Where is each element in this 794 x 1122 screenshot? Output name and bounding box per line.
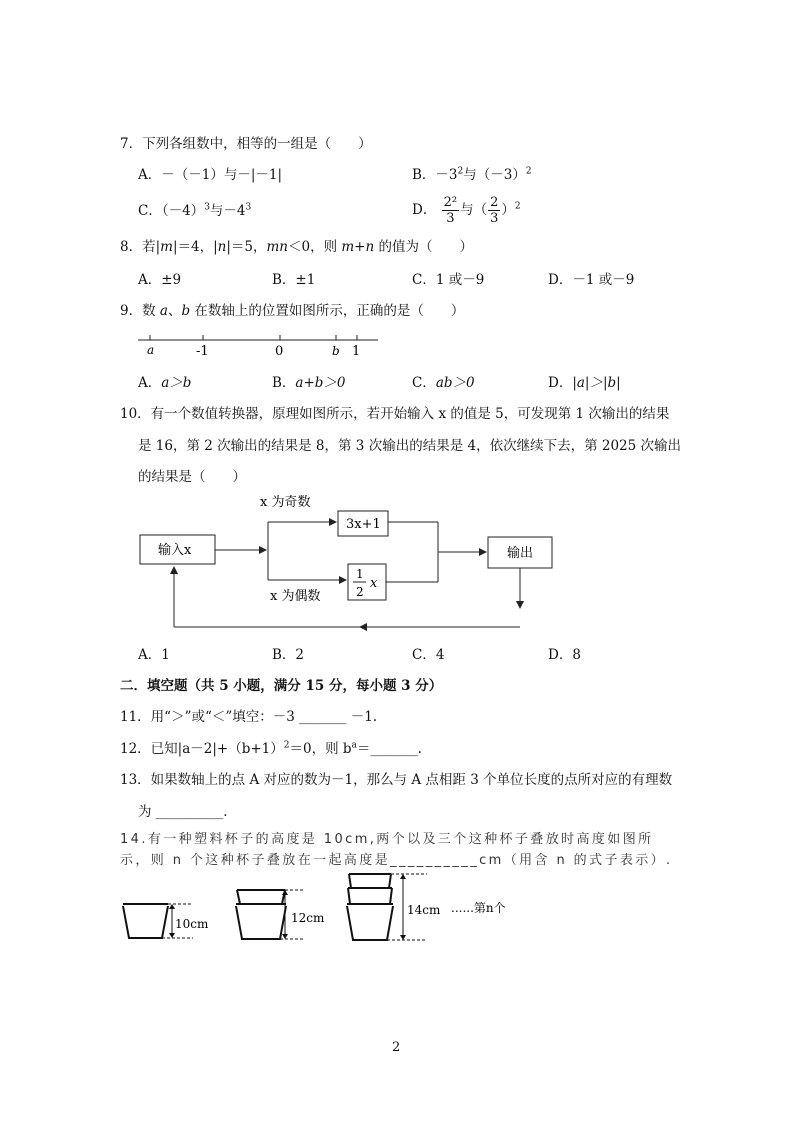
exponent: 2: [514, 201, 521, 212]
even-label: x 为偶数: [270, 589, 321, 604]
even-var: x: [370, 576, 378, 591]
q10-line-1: 10．有一个数值转换器，原理如图所示，若开始输入 x 的值是 5，可发现第 1 次输出的结果: [120, 406, 670, 422]
q10-option-d[interactable]: D．8: [548, 647, 581, 663]
q7-option-b[interactable]: [412, 166, 532, 184]
output-label: 输出: [507, 546, 534, 561]
even-num: 1: [356, 567, 364, 581]
section-heading: 二．填空题（共 5 小题，满分 15 分，每小题 3 分）: [120, 678, 443, 694]
exponent: 3: [204, 202, 210, 213]
q13-line-1: 13．如果数轴上的点 A 对应的数为－1，那么与 A 点相距 3 个单位长度的点所对应的有理数: [120, 772, 673, 788]
q7-option-c[interactable]: [138, 202, 251, 220]
q14-line-2: 示，则 n 个这种杯子叠放在一起高度是__________cm（用含 n 的式子表示）.: [120, 853, 673, 868]
option-label: A．: [138, 167, 162, 183]
q12-stem: 12．已知$|a-2|+(b+1)^2=0$，则 $b^a=\_\_\_\_\_\_\_$.: [120, 740, 422, 757]
even-den: 2: [356, 585, 364, 599]
label-b: b: [332, 344, 340, 358]
q8-option-a[interactable]: A．±9: [138, 272, 182, 288]
q7-option-d[interactable]: [412, 195, 521, 226]
q9-option-c[interactable]: C．ab＞0: [412, 375, 475, 391]
q10-line-3: 的结果是（ ）: [138, 469, 246, 485]
q9-option-d[interactable]: D．|a|＞|b|: [548, 375, 621, 391]
q11-stem: 11．用“＞”或“＜”填空：－3 _______ －1.: [120, 709, 378, 725]
odd-label: x 为奇数: [260, 495, 311, 510]
option-text: 与（－3）: [463, 167, 526, 183]
q10-line-2: 是 16，第 2 次输出的结果是 8，第 3 次输出的结果是 4，依次继续下去，第 2025 次输出: [138, 438, 682, 454]
cups-figure: [115, 866, 535, 950]
q9-stem: 9．数 a、b 在数轴上的位置如图所示，正确的是（ ）: [120, 303, 465, 319]
option-label: C．: [138, 203, 162, 219]
option-text: 与－4: [209, 203, 246, 219]
nth-cup-label: ......第n个: [451, 901, 506, 915]
option-text: （－4）: [161, 203, 205, 219]
exponent: 2: [457, 166, 464, 177]
exponent: 2: [525, 166, 532, 177]
number-line: [130, 326, 390, 362]
q7-stem: 7．下列各组数中，相等的一组是（ ）: [120, 136, 372, 152]
label-a: a: [147, 343, 155, 357]
option-label: B．: [412, 167, 436, 183]
option-text: －3: [435, 167, 458, 183]
label-zero: 0: [275, 344, 284, 359]
q8-stem: 8．若|m|＝4，|n|＝5，mn＜0，则 m+n 的值为（ ）: [120, 239, 473, 255]
height-label-1: 10cm: [175, 917, 209, 931]
input-label: 输入x: [158, 543, 192, 558]
page-number: 2: [392, 1040, 401, 1055]
q7-option-a[interactable]: [138, 166, 282, 184]
option-label: D．: [412, 202, 437, 218]
label-minus-one: -1: [196, 344, 209, 359]
exponent: 3: [245, 202, 252, 213]
q14-line-1: 14.有一种塑料杯子的高度是 10cm,两个以及三个这种杯子叠放时高度如图所: [120, 832, 654, 847]
q8-option-b[interactable]: B．±1: [272, 272, 316, 288]
fraction: $\frac{2}{3}$: [490, 195, 499, 226]
q8-option-d[interactable]: D．－1 或－9: [548, 272, 635, 288]
height-label-3: 14cm: [407, 903, 441, 917]
q9-option-a[interactable]: A．a＞b: [138, 375, 192, 391]
option-text: ）: [501, 202, 515, 218]
q9-option-b[interactable]: B．a+b＞0: [272, 375, 346, 391]
q13-line-2: 为 __________.: [138, 804, 228, 820]
odd-op-label: 3x+1: [346, 517, 381, 532]
height-label-2: 12cm: [291, 911, 325, 925]
q8-option-c[interactable]: C．1 或－9: [412, 272, 485, 288]
q10-option-c[interactable]: C．4: [412, 647, 445, 663]
fraction: $\frac{\text{2²}}{3}$: [443, 195, 458, 226]
converter-diagram: [130, 488, 570, 636]
option-text: 与（: [460, 202, 488, 218]
q10-option-a[interactable]: A．1: [138, 647, 170, 663]
q10-option-b[interactable]: B．2: [272, 647, 305, 663]
label-one: 1: [352, 344, 361, 359]
option-text: －（－1）与－|－1|: [161, 167, 283, 183]
